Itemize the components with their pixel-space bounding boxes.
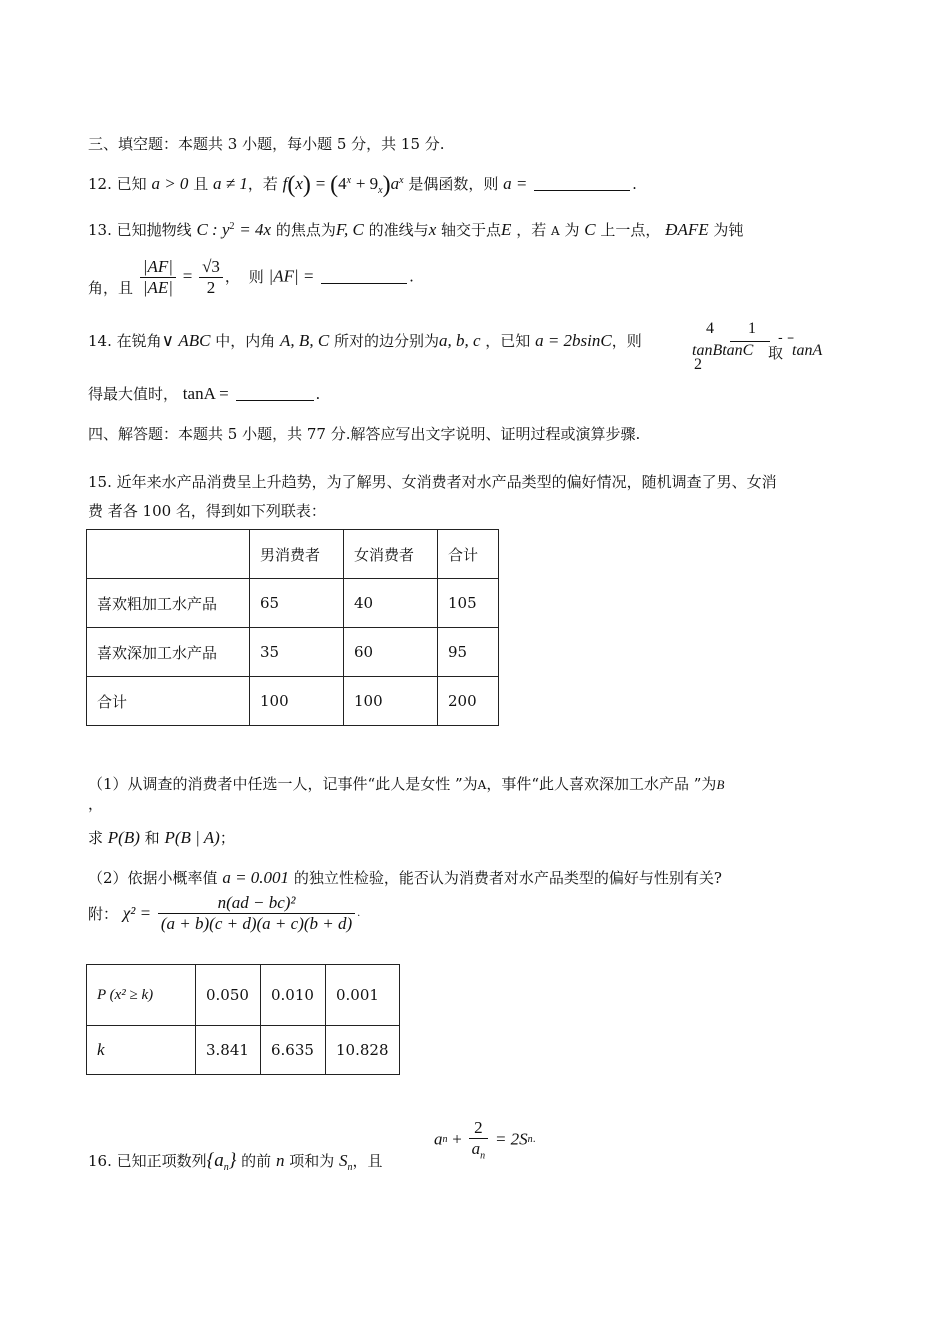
q16-plus: + [452, 1129, 462, 1149]
q15-p2-text-a: （2）依据小概率值 [88, 869, 218, 887]
q13-text-8: 为钝 [713, 221, 744, 239]
q12-a: a [390, 174, 400, 193]
q16-eq: = 2S [494, 1129, 528, 1149]
critical-value-table [86, 964, 400, 1075]
q15-fend: . [357, 908, 361, 919]
question-13-line-2 [88, 243, 414, 298]
q13-sq: 2 [229, 221, 235, 232]
q12-answer-blank[interactable] [534, 176, 630, 191]
q13-root-fraction [199, 257, 223, 298]
q16-frac-a: a [471, 1139, 481, 1158]
q12-f: f [282, 174, 288, 193]
q13-comma: ， [224, 267, 240, 286]
q15-intro-1: 15. 近年来水产品消费呈上升趋势，为了解男、女消费者对水产品类型的偏好情况，随机调查了男、女消 [88, 473, 777, 491]
q14-cond: a = 2bsinC [535, 331, 612, 350]
q12-text-1: 已知 [116, 175, 147, 193]
q15-intro-2: 费 者各 100 名，得到如下列联表： [88, 502, 326, 520]
q12-text-2: 且 [193, 175, 209, 193]
q13-C: C [584, 220, 596, 239]
q14-text-2: 中，内角 [215, 332, 276, 350]
q12-x: x [295, 174, 303, 193]
q13-root-num: √3 [199, 257, 223, 278]
q15-p1-A: A [477, 778, 487, 792]
chi-square-formula [88, 893, 360, 934]
q13-A: A [551, 224, 560, 238]
q16-eq-n: n [527, 1134, 533, 1146]
q13-frac-num: |AF| [140, 257, 176, 278]
q13-angle: ÐAFE [665, 220, 709, 239]
q15-p2-text-b: 的独立性检验，能否认为消费者对水产品类型的偏好与性别有关? [293, 869, 722, 887]
q14-d2: tanA [792, 342, 823, 359]
table-cell: 0.001 [326, 965, 400, 1026]
table-cell: 6.635 [261, 1026, 326, 1075]
table-cell: 200 [438, 677, 499, 726]
q12-sub: x [378, 185, 383, 196]
q13-frac-den: |AE| [142, 278, 173, 297]
q14-sides: a, b, c [438, 331, 481, 350]
table-cell: 100 [344, 677, 438, 726]
q16-two: 2 [469, 1118, 489, 1139]
table-cell: 65 [250, 579, 344, 628]
q13-text-10: 则 [248, 267, 264, 286]
q12-sup1: x [346, 175, 352, 186]
table-row [87, 628, 499, 677]
chi-square-numerator: n(ad − bc)² [158, 893, 355, 914]
table-cell: 100 [250, 677, 344, 726]
q14-dash: - – [778, 330, 795, 346]
question-12: 12. 已知 a > 0 且 a ≠ 1，若 $f(x) = (4^x + 9_x)a^x$ 是偶函数，则 a = . [88, 172, 637, 198]
q15-p1-B: B [716, 777, 725, 792]
table-header-row [87, 530, 499, 579]
q12-cond2: a ≠ 1 [213, 174, 248, 193]
q13-root-den: 2 [206, 278, 216, 297]
q14-answer-blank[interactable] [236, 386, 314, 401]
table-row [87, 579, 499, 628]
q15-part1 [88, 773, 724, 794]
q16-end: . [532, 1134, 536, 1146]
q16-number: 16. [88, 1152, 112, 1170]
q16-S: S [339, 1151, 348, 1170]
q16-seq-end: } [228, 1150, 237, 1171]
q14-d3: 2 [694, 356, 702, 373]
q13-F: F, C [335, 220, 364, 239]
table-row [87, 1026, 400, 1075]
q13-fraction [140, 257, 176, 298]
q15-p1-text-b: ，事件“此人喜欢深加工水产品 ”为 [486, 775, 717, 793]
table-header-cell: 合计 [438, 530, 499, 579]
table-cell: 喜欢粗加工水产品 [87, 579, 250, 628]
table-cell: 0.050 [196, 965, 261, 1026]
table-cell: 喜欢深加工水产品 [87, 628, 250, 677]
section4-heading: 四、解答题：本题共 5 小题，共 77 分.解答应写出文字说明、证明过程或演算步骤. [88, 425, 641, 443]
q12-sup2: x [399, 175, 404, 186]
q14-ask: tanA = [182, 384, 229, 403]
chi-square-symbol: χ² = [122, 903, 152, 923]
q16-fraction [469, 1118, 489, 1161]
q15-alpha: a = 0.001 [222, 868, 290, 887]
q16-text-4: ，且 [352, 1152, 383, 1170]
table-cell: 60 [344, 628, 438, 677]
q13-curve: C : y [196, 220, 230, 239]
contingency-table [86, 529, 499, 726]
q15-semi: ； [219, 829, 235, 847]
q16-frac-n: n [480, 1150, 486, 1162]
q14-d1: tanBtanC [692, 342, 754, 359]
q13-text-5: ，若 [516, 221, 547, 239]
q12-cond: a > 0 [151, 174, 189, 193]
question-14-line-2 [88, 383, 320, 404]
q14-text-3: 所对的边分别为 [333, 332, 439, 350]
q15-part1-line-2 [88, 827, 235, 848]
q14-end: . [315, 385, 321, 403]
q13-text-9: 角，且 [88, 279, 134, 297]
q15-p1-comma: ， [88, 795, 104, 813]
q14-n1: 1 [748, 320, 756, 337]
q14-tri: ∨ ABC [161, 331, 211, 350]
table-row [87, 965, 400, 1026]
table-cell: 95 [438, 628, 499, 677]
q14-text-7: 得最大值时， [88, 385, 179, 403]
q14-n4: 4 [706, 320, 714, 337]
q15-and: 和 [144, 829, 160, 847]
chi-square-denominator: (a + b)(c + d)(a + c)(b + d) [160, 914, 353, 933]
q16-n: n [275, 1151, 285, 1170]
q13-end: . [409, 267, 414, 286]
q13-text-2: 的焦点为 [275, 221, 336, 239]
table-cell: 0.010 [261, 965, 326, 1026]
q16-S-n: n [347, 1162, 353, 1173]
q12-number: 12. [88, 175, 112, 193]
question-16 [88, 1150, 383, 1173]
table-header-cell: 男消费者 [250, 530, 344, 579]
q15-p1-text: （1）从调查的消费者中任选一人，记事件“此人是女性 ”为 [88, 775, 478, 793]
q15-p1-ask: 求 [88, 829, 104, 847]
q12-text-3: ，若 [247, 175, 278, 193]
q14-text-5: ，则 [611, 332, 642, 350]
table-header-cell: 女消费者 [344, 530, 438, 579]
q16-seq-n: n [223, 1162, 229, 1173]
question-13 [88, 219, 743, 240]
section3-heading: 三、填空题：本题共 3 小题，每小题 5 分，共 15 分. [88, 135, 445, 153]
q13-text-7: 上一点， [600, 221, 661, 239]
q13-answer-blank[interactable] [321, 269, 407, 284]
q13-text-4: 轴交于点 [441, 221, 502, 239]
table-cell: 40 [344, 579, 438, 628]
q12-plus: + 9 [355, 174, 379, 193]
q12-ask: a = [503, 174, 528, 193]
q13-x: x [428, 220, 437, 239]
q13-ask: |AF| = [268, 266, 315, 286]
q13-rhs: = 4x [239, 220, 272, 239]
table-cell [87, 530, 250, 579]
table-cell: 合计 [87, 677, 250, 726]
q13-eq: = [182, 266, 193, 286]
q15-part2 [88, 867, 722, 888]
q13-text-3: 的准线与 [368, 221, 429, 239]
table-cell: 35 [250, 628, 344, 677]
chi-square-fraction [158, 893, 355, 934]
question-14 [88, 330, 642, 351]
q13-text-1: 已知抛物线 [116, 221, 192, 239]
q15-PBA: P(B | A) [164, 828, 220, 847]
table-cell: 105 [438, 579, 499, 628]
q14-angles: A, B, C [280, 331, 330, 350]
table-cell: 3.841 [196, 1026, 261, 1075]
k-label: k [87, 1026, 196, 1075]
q14-text-4: ，已知 [485, 332, 531, 350]
table-cell: 10.828 [326, 1026, 400, 1075]
probability-label: P (x² ≥ k) [87, 965, 196, 1026]
q15-PB: P(B) [107, 828, 140, 847]
q14-text-1: 在锐角 [116, 332, 162, 350]
q16-an: a [434, 1129, 443, 1149]
q13-number: 13. [88, 221, 112, 239]
q12-eq: = [315, 174, 326, 193]
q16-text-1: 已知正项数列 [116, 1152, 207, 1170]
q13-E: E [501, 220, 512, 239]
q15-fu: 附： [88, 905, 119, 923]
q14-number: 14. [88, 332, 112, 350]
q13-text-6: 为 [564, 221, 580, 239]
q16-text-2: 的前 [241, 1152, 272, 1170]
q14-text-6: 取 [768, 344, 784, 362]
q12-end: . [632, 175, 637, 193]
q16-text-3: 项和为 [289, 1152, 335, 1170]
q16-seq: {a [206, 1150, 224, 1171]
q16-equation [434, 1118, 536, 1161]
q16-an-n: n [442, 1134, 448, 1146]
q12-base1: 4 [338, 174, 347, 193]
q12-text-4: 是偶函数，则 [408, 175, 499, 193]
table-row [87, 677, 499, 726]
